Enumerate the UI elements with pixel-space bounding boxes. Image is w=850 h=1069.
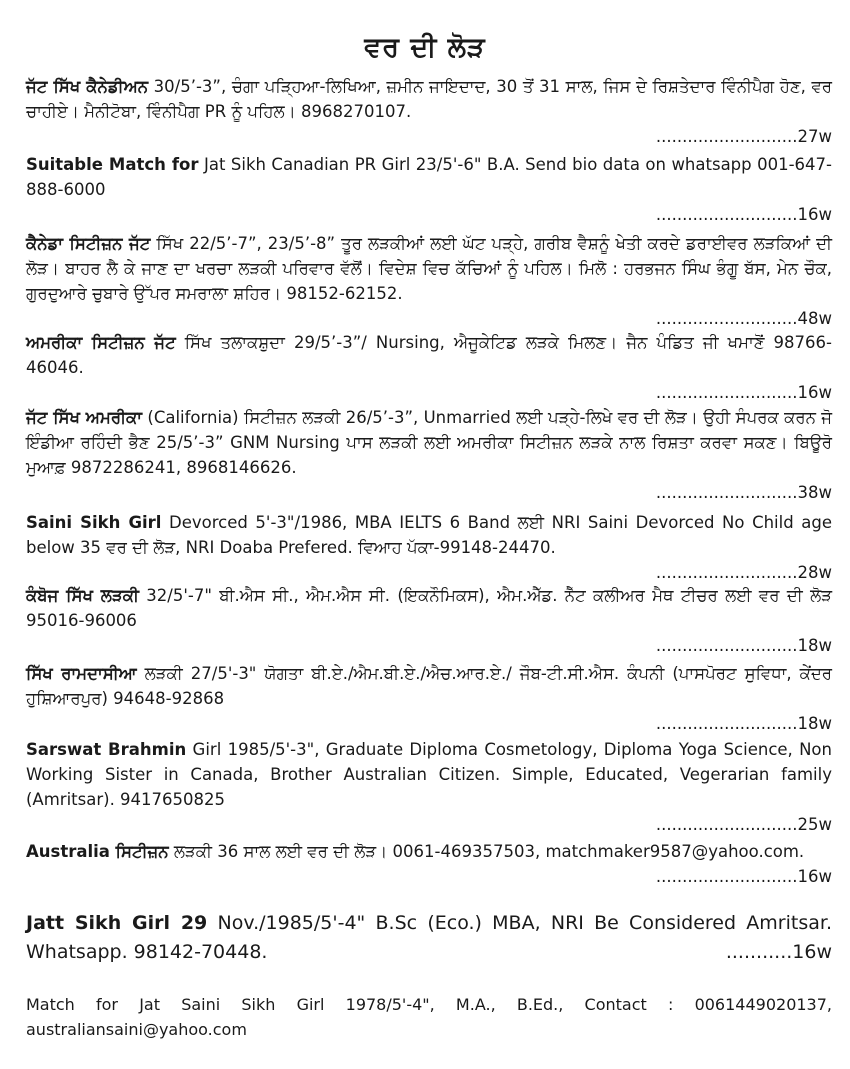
ad-item xyxy=(26,510,832,585)
ad-body: Devorced 5'-3"/1986, MBA IELTS 6 Band ਲਈ NRI Saini Devorced No Child age below 35 ਵਰ ਦੀ ਲੋੜ, NRI Doaba Prefered. ਵਿਆਹ ਪੱਕਾ-99148-24470. xyxy=(26,513,832,557)
ad-lead: ਕੈਨੇਡਾ ਸਿਟੀਜ਼ਨ ਜੱਟ xyxy=(26,234,151,253)
ad-item xyxy=(26,661,832,736)
ad-item xyxy=(26,992,832,1042)
ad-item xyxy=(26,405,832,505)
ad-body: Nov./1985/5'-4" B.Sc (Eco.) MBA, NRI Be Considered Amritsar. Whatsapp. 98142-70448. xyxy=(26,912,832,963)
ad-body: Match for Jat Saini Sikh Girl 1978/5'-4", M.A., B.Ed., Contact : 0061449020137, australiansaini@yahoo.com xyxy=(26,995,832,1039)
ad-code: ...........................38w xyxy=(655,483,832,502)
ad-item xyxy=(26,231,832,331)
ad-code: ...........................18w xyxy=(655,636,832,655)
ad-lead: Australia ਸਿਟੀਜ਼ਨ xyxy=(26,842,169,861)
ad-body: ਸਿੱਖ ਤਲਾਕਸ਼ੁਦਾ 29/5’-3”/ Nursing, ਐਜੂਕੇਟਿਡ ਲੜਕੇ ਮਿਲਣ। ਜੈਨ ਪੰਡਿਤ ਜੀ ਖਮਾਣੋਂ 98766-46046. xyxy=(26,333,832,377)
ad-body: ਲੜਕੀ 36 ਸਾਲ ਲਈ ਵਰ ਦੀ ਲੋੜ। 0061-469357503, matchmaker9587@yahoo.com. xyxy=(168,842,805,861)
ad-code: ...........................18w xyxy=(655,714,832,733)
ad-code: ...........................25w xyxy=(655,815,832,834)
ad-item xyxy=(26,152,832,227)
ad-lead: Saini Sikh Girl xyxy=(26,513,162,532)
ad-item xyxy=(26,737,832,837)
ad-lead: ਜੱਟ ਸਿੱਖ ਅਮਰੀਕਾ xyxy=(26,408,143,427)
ad-code: ...........................16w xyxy=(655,205,832,224)
ad-lead: ਸਿੱਖ ਰਾਮਦਾਸੀਆ xyxy=(26,664,137,683)
ad-lead: ਅਮਰੀਕਾ ਸਿਟੀਜ਼ਨ ਜੱਟ xyxy=(26,333,176,352)
ad-lead: Sarswat Brahmin xyxy=(26,740,187,759)
ad-lead: ਜੱਟ ਸਿੱਖ ਕੈਨੇਡੀਅਨ xyxy=(26,77,149,96)
ad-code: ...........16w xyxy=(725,941,832,963)
ad-body: ਲੜਕੀ 27/5'-3" ਯੋਗਤਾ ਬੀ.ਏ./ਐਮ.ਬੀ.ਏ./ਐਚ.ਆਰ.ਏ./ ਜੌਬ-ਟੀ.ਸੀ.ਐਸ. ਕੰਪਨੀ (ਪਾਸਪੋਰਟ ਸੁਵਿਧਾ, ਕੇਂਦਰ ਹੁਸ਼ਿਆਰਪੁਰ) 94648-92868 xyxy=(26,664,832,708)
ad-code: ...........................28w xyxy=(655,563,832,582)
ad-item xyxy=(26,839,832,889)
ad-body: (California) ਸਿਟੀਜ਼ਨ ਲੜਕੀ 26/5’-3”, Unmarried ਲਈ ਪੜ੍ਹੇ-ਲਿਖੇ ਵਰ ਦੀ ਲੋੜ। ਉਹੀ ਸੰਪਰਕ ਕਰਨ ਜੋ ਇੰਡੀਆ ਰਹਿੰਦੀ ਭੈਣ 25/5’-3” GNM Nursing ਪਾਸ ਲੜਕੀ ਲਈ ਅਮਰੀਕਾ ਸਿਟੀਜ਼ਨ ਲੜਕੇ ਨਾਲ ਰਿਸ਼ਤਾ ਕਰਵਾ ਸਕਣ। ਬਿਊਰੋ ਮੁਆਫ਼ 9872286241, 8968146626. xyxy=(26,408,832,477)
ad-item xyxy=(26,74,832,149)
ad-lead: Suitable Match for xyxy=(26,155,199,174)
ad-code: ...........................48w xyxy=(655,309,832,328)
ad-body: Jat Sikh Canadian PR Girl 23/5'-6" B.A. Send bio data on whatsapp 001-647-888-6000 xyxy=(26,155,832,199)
ad-code: ...........................16w xyxy=(655,867,832,886)
ad-code: ...........................16w xyxy=(655,383,832,402)
ad-lead: Jatt Sikh Girl 29 xyxy=(26,912,208,934)
ad-item xyxy=(26,909,832,967)
page-title: ਵਰ ਦੀ ਲੋੜ xyxy=(364,32,486,63)
ad-body: 32/5'-7" ਬੀ.ਐਸ ਸੀ., ਐਮ.ਐਸ ਸੀ. (ਇਕਨੌਮਿਕਸ), ਐਮ.ਐੱਡ. ਨੈੱਟ ਕਲੀਅਰ ਮੈਥ ਟੀਚਰ ਲਈ ਵਰ ਦੀ ਲੋੜ 95016-96006 xyxy=(26,586,832,630)
ad-body: ਸਿੱਖ 22/5’-7”, 23/5’-8” ਤੂਰ ਲੜਕੀਆਂ ਲਈ ਘੱਟ ਪੜ੍ਹੇ, ਗਰੀਬ ਵੈਸ਼ਨੂੰ ਖੇਤੀ ਕਰਦੇ ਡਰਾਈਵਰ ਲੜਕਿਆਂ ਦੀ ਲੋੜ। ਬਾਹਰ ਲੈ ਕੇ ਜਾਣ ਦਾ ਖਰਚਾ ਲੜਕੀ ਪਰਿਵਾਰ ਵੱਲੋਂ। ਵਿਦੇਸ਼ ਵਿਚ ਕੱਚਿਆਂ ਨੂੰ ਪਹਿਲ। ਮਿਲੋ : ਹਰਭਜਨ ਸਿੰਘ ਭੰਗੂ ਬੱਸ, ਮੇਨ ਚੌਕ, ਗੁਰਦੁਆਰੇ ਚੁਬਾਰੇ ਉੱਪਰ ਸਮਰਾਲਾ ਸ਼ਹਿਰ। 98152-62152. xyxy=(26,234,833,303)
ad-item xyxy=(26,583,832,658)
ad-body: 30/5’-3”, ਚੰਗਾ ਪੜ੍ਹਿਆ-ਲਿਖਿਆ, ਜ਼ਮੀਨ ਜਾਇਦਾਦ, 30 ਤੋਂ 31 ਸਾਲ, ਜਿਸ ਦੇ ਰਿਸ਼ਤੇਦਾਰ ਵਿੰਨੀਪੈਗ ਹੋਣ, ਵਰ ਚਾਹੀਏ। ਮੈਨੀਟੋਬਾ, ਵਿੰਨੀਪੈਗ PR ਨੂੰ ਪਹਿਲ। 8968270107. xyxy=(26,77,832,121)
ad-code: ...........................27w xyxy=(655,127,832,146)
ad-item xyxy=(26,330,832,405)
ad-body: Girl 1985/5'-3", Graduate Diploma Cosmetology, Diploma Yoga Science, Non Working Sister in Canada, Brother Australian Citizen. Simple, Educated, Vegerarian family (Amritsar). 9417650825 xyxy=(26,740,832,809)
ad-lead: ਕੰਬੋਜ ਸਿੱਖ ਲੜਕੀ xyxy=(26,586,139,605)
